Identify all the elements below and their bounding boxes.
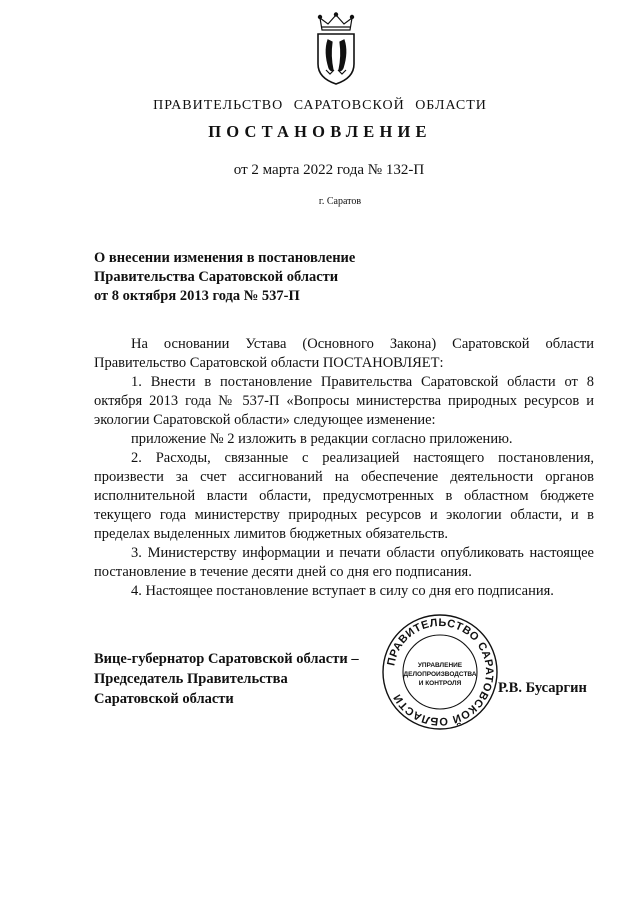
- stamp-inner-line: ДЕЛОПРОИЗВОДСТВА: [403, 671, 477, 678]
- signatory-position-line: Вице-губернатор Саратовской области –: [94, 651, 359, 667]
- body-paragraph: 4. Настоящее постановление вступает в силу со дня его подписания.: [131, 583, 554, 599]
- government-name: ПРАВИТЕЛЬСТВО САРАТОВСКОЙ ОБЛАСТИ: [153, 98, 487, 113]
- document-city: г. Саратов: [318, 196, 362, 207]
- document-body: [94, 335, 594, 601]
- body-paragraph: 3. Министерству информации и печати области опубликовать настоящее постановление в течение десяти дней со дня его подписания.: [94, 545, 594, 580]
- stamp-inner-line: УПРАВЛЕНИЕ: [417, 662, 463, 669]
- official-stamp: [380, 612, 500, 732]
- document-date-number: от 2 марта 2022 года № 132-П: [233, 162, 425, 178]
- signatory-position: [94, 649, 394, 709]
- body-paragraph: приложение № 2 изложить в редакции согласно приложению.: [131, 431, 513, 447]
- body-paragraph: 1. Внести в постановление Правительства Саратовской области от 8 октября 2013 года № 537-П «Вопросы министерства природных ресурсов и экологии Саратовской области» следующее изменение:: [94, 374, 594, 428]
- body-paragraph: На основании Устава (Основного Закона) Саратовской области Правительство Саратовской области ПОСТАНОВЛЯЕТ:: [94, 336, 594, 371]
- document-heading: [94, 249, 424, 306]
- signatory-position-line: Саратовской области: [94, 691, 234, 707]
- stamp-outer-text: ПРАВИТЕЛЬСТВО САРАТОВСКОЙ ОБЛАСТИ: [385, 616, 496, 728]
- heading-line: О внесении изменения в постановление: [94, 250, 356, 266]
- heading-line: от 8 октября 2013 года № 537-П: [94, 288, 300, 304]
- signatory-name: Р.В. Бусаргин: [498, 680, 587, 696]
- saratov-coat-of-arms-icon: [314, 12, 358, 86]
- body-paragraph: 2. Расходы, связанные с реализацией настоящего постановления, произвести за счет ассигнований на обеспечение деятельности органов исполнительной власти области, предусмотренных в областном бюджете текущего года министерству природных ресурсов и экологии области, и в пределах выделенных лимитов бюджетных обязательств.: [94, 450, 594, 542]
- stamp-inner-line: И КОНТРОЛЯ: [418, 680, 462, 687]
- heading-line: Правительства Саратовской области: [94, 269, 339, 285]
- document-type: ПОСТАНОВЛЕНИЕ: [208, 122, 432, 141]
- signatory-position-line: Председатель Правительства: [94, 671, 288, 687]
